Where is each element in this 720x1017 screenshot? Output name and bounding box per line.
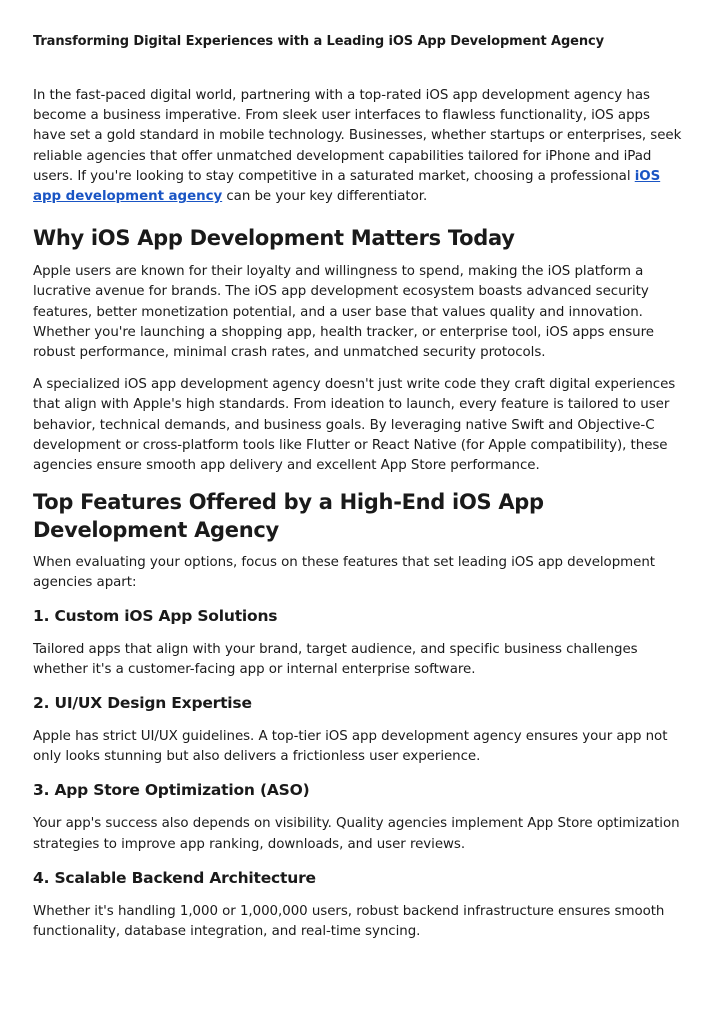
intro-paragraph	[33, 86, 686, 207]
section-heading-why-ios: Why iOS App Development Matters Today	[33, 226, 515, 251]
section-heading-top-features: Top Features Offered by a High-End iOS App Development Agency	[33, 490, 544, 543]
feature-text-aso: Your app's success also depends on visibility. Quality agencies implement App Store optimization strategies to improve app ranking, downloads, and user reviews.	[33, 816, 680, 852]
intro-text-after-link: can be your key differentiator.	[222, 189, 428, 205]
feature-text-backend: Whether it's handling 1,000 or 1,000,000 users, robust backend infrastructure ensures smooth functionality, database integration, and real-time syncing.	[33, 903, 665, 940]
section-features-intro: When evaluating your options, focus on these features that set leading iOS app development agencies apart:	[33, 555, 655, 591]
document-title: Transforming Digital Experiences with a Leading iOS App Development Agency	[33, 34, 605, 49]
section-why-paragraph-1: Apple users are known for their loyalty and willingness to spend, making the iOS platform a lucrative avenue for brands. The iOS app development ecosystem boasts advanced security features, better monetization potential, and a user base that values quality and innovation. Whether you're launching a shopping app, health tracker, or enterprise tool, iOS apps ensure robust performance, minimal crash rates, and unmatched security protocols.	[33, 264, 654, 361]
feature-heading-ui-ux: 2. UI/UX Design Expertise	[33, 694, 252, 713]
intro-text-before-link: In the fast-paced digital world, partnering with a top-rated iOS app development agency has become a business imperative. From sleek user interfaces to flawless functionality, iOS apps have set a gold standard in mobile technology. Businesses, whether startups or enterprises, seek reliable agencies that offer unmatched development capabilities tailored for iPhone and iPad users. If you're looking to stay competitive in a saturated market, choosing a professional	[33, 88, 682, 184]
feature-heading-custom-solutions: 1. Custom iOS App Solutions	[33, 606, 278, 625]
feature-text-ui-ux: Apple has strict UI/UX guidelines. A top-tier iOS app development agency ensures your app not only looks stunning but also delivers a frictionless user experience.	[33, 729, 668, 765]
ios-agency-link[interactable]: iOS app development agency	[33, 168, 661, 205]
section-why-paragraph-2: A specialized iOS app development agency doesn't just write code they craft digital experiences that align with Apple's high standards. From ideation to launch, every feature is tailored to user behavior, technical demands, and business goals. By leveraging native Swift and Objective-C development or cross-platform tools like Flutter or React Native (for Apple compatibility), these agencies ensure smooth app delivery and excellent App Store performance.	[33, 377, 676, 474]
feature-heading-aso: 3. App Store Optimization (ASO)	[33, 781, 310, 800]
feature-heading-backend: 4. Scalable Backend Architecture	[33, 868, 316, 887]
feature-text-custom-solutions: Tailored apps that align with your brand, target audience, and specific business challenges whether it's a customer-facing app or internal enterprise software.	[33, 641, 638, 677]
